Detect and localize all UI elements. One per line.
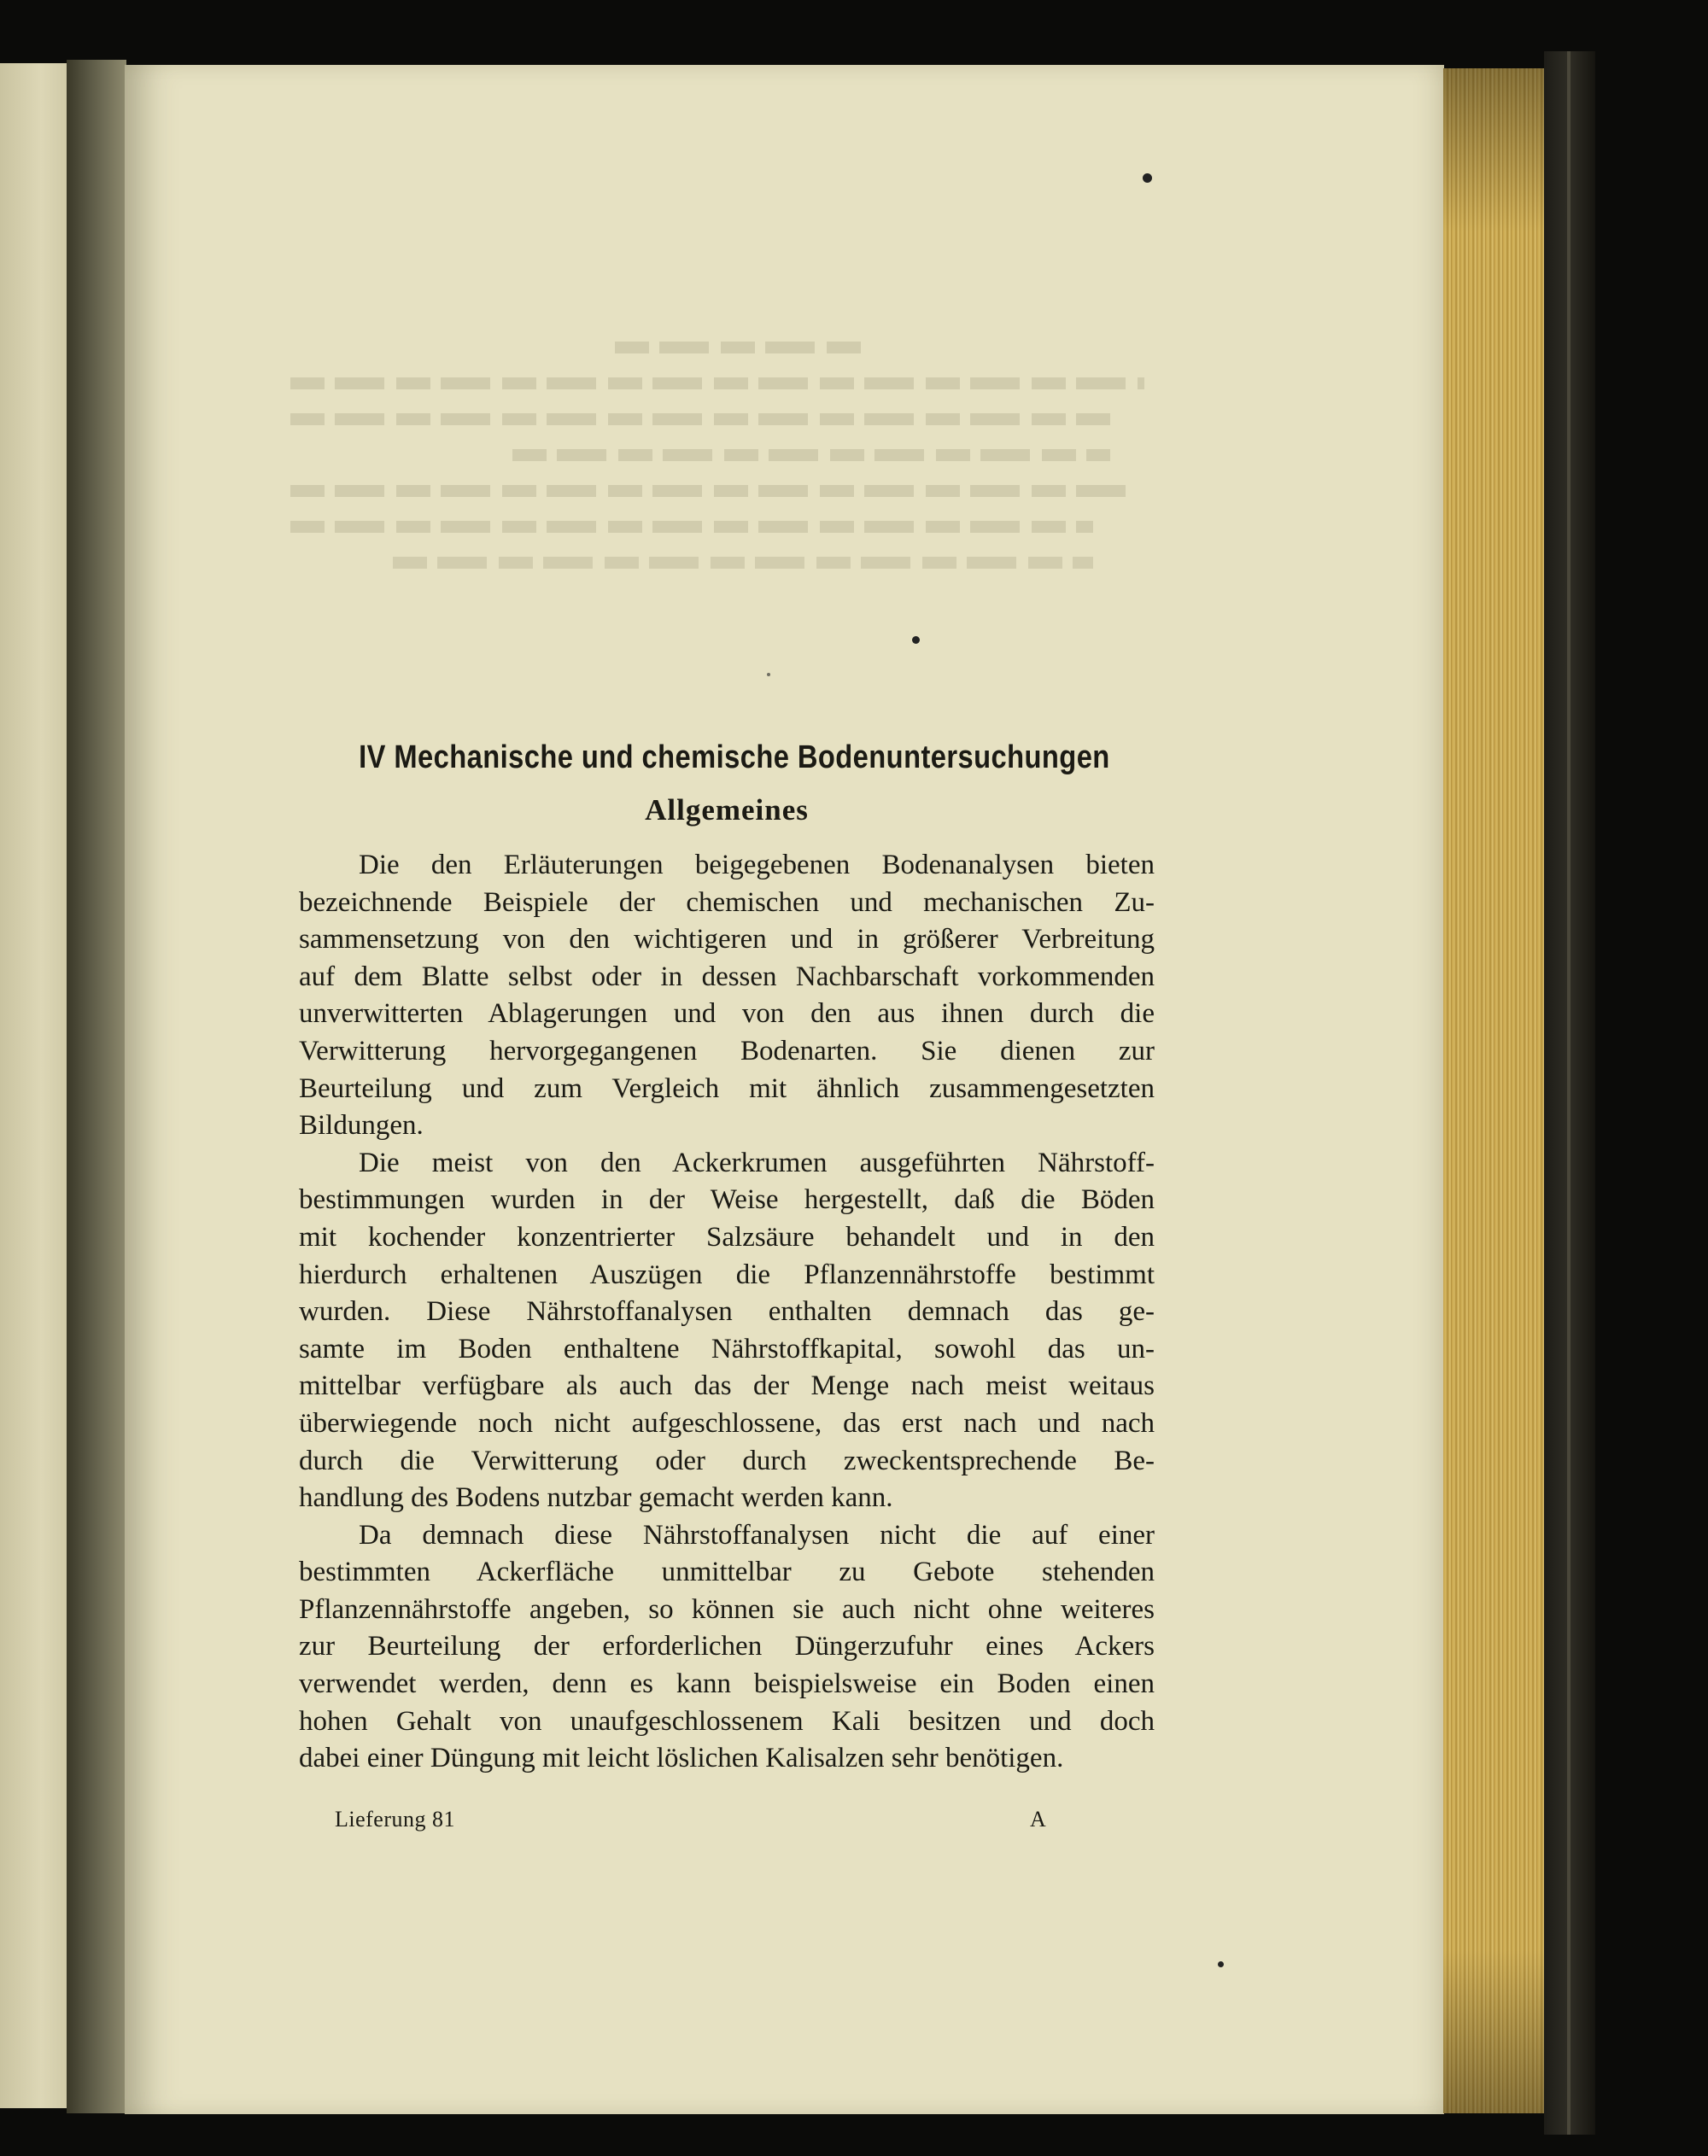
speck: [767, 673, 770, 676]
footer-signature-mark: A: [1030, 1807, 1046, 1832]
book-cover-edge: [1567, 51, 1571, 2135]
text-line: sammensetzung von den wichtigeren und in größerer Verbreitung: [299, 924, 1155, 955]
text-line: unverwitterten Ablagerungen und von den aus ihnen durch die: [299, 998, 1155, 1030]
book-gutter: [67, 60, 126, 2113]
text-line: verwendet werden, denn es kann beispielsweise ein Boden einen: [299, 1668, 1155, 1700]
speck: [1143, 173, 1152, 183]
text-line: bezeichnende Beispiele der chemischen und mechanischen Zu-: [299, 886, 1155, 918]
text-block: [299, 736, 1155, 1778]
text-line: handlung des Bodens nutzbar gemacht werden kann.: [299, 1482, 893, 1514]
text-line: auf dem Blatte selbst oder in dessen Nachbarschaft vorkommenden: [299, 961, 1155, 992]
text-line: mittelbar verfügbare als auch das der Menge nach meist weitaus: [299, 1370, 1155, 1402]
speck: [1218, 1961, 1224, 1967]
text-line: dabei einer Düngung mit leicht löslichen Kalisalzen sehr benötigen.: [299, 1743, 1064, 1774]
body-text: [299, 847, 1155, 1778]
text-line: Pflanzennährstoffe angeben, so können sie auch nicht ohne weiteres: [299, 1593, 1155, 1625]
text-line: mit kochender konzentrierter Salzsäure behandelt und in den: [299, 1221, 1155, 1253]
text-line: bestimmungen wurden in der Weise hergestellt, daß die Böden: [299, 1184, 1155, 1216]
bleed-through-text: [290, 318, 1144, 593]
text-line: bestimmten Ackerfläche unmittelbar zu Gebote stehenden: [299, 1557, 1155, 1588]
text-line: samte im Boden enthaltene Nährstoffkapital, sowohl das un-: [299, 1333, 1155, 1364]
text-line: Beurteilung und zum Vergleich mit ähnlich zusammengesetzten: [299, 1072, 1155, 1104]
text-line: Verwitterung hervorgegangenen Bodenarten. Sie dienen zur: [299, 1035, 1155, 1066]
section-heading: IV Mechanische und chemische Bodenuntersuchungen: [359, 739, 1110, 775]
text-line: überwiegende noch nicht aufgeschlossene, das erst nach und nach: [299, 1407, 1155, 1439]
text-line: hierdurch erhaltenen Auszügen die Pflanzennährstoffe bestimmt: [299, 1259, 1155, 1290]
text-line: wurden. Diese Nährstoffanalysen enthalten demnach das ge-: [299, 1296, 1155, 1328]
section-subheading: Allgemeines: [645, 793, 809, 827]
text-line: Bildungen.: [299, 1110, 424, 1142]
text-line: zur Beurteilung der erforderlichen Düngerzufuhr eines Ackers: [299, 1631, 1155, 1662]
footer-delivery-number: Lieferung 81: [335, 1807, 456, 1832]
speck: [912, 636, 920, 644]
left-page-edge: [0, 63, 68, 2108]
text-line: Die meist von den Ackerkrumen ausgeführten Nährstoff-: [359, 1147, 1155, 1178]
text-line: hohen Gehalt von unaufgeschlossenem Kali besitzen und doch: [299, 1705, 1155, 1737]
page-stack-shade: [1443, 68, 1544, 2113]
text-line: Da demnach diese Nährstoffanalysen nicht die auf einer: [359, 1519, 1155, 1551]
text-line: durch die Verwitterung oder durch zweckentsprechende Be-: [299, 1445, 1155, 1476]
text-line: Die den Erläuterungen beigegebenen Bodenanalysen bieten: [359, 850, 1155, 880]
